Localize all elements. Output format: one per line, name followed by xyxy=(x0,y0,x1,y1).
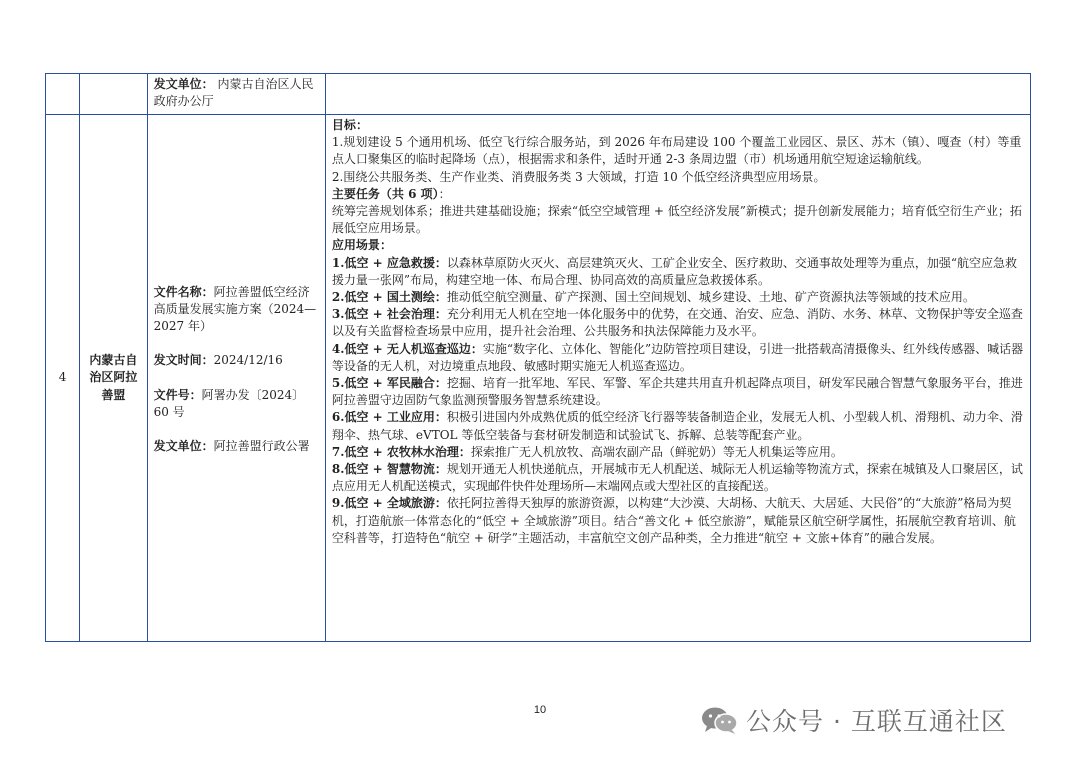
scene-item: 5.低空 + 军民融合：挖掘、培育一批军地、军民、军警、军企共建共用直升机起降点项目，研发军民融合智慧气象服务平台，推进阿拉善盟守边固防气象监测预警服务智慧系统建设。 xyxy=(331,376,1023,408)
publisher-value: 内蒙古自治区人民政府办公厅 xyxy=(153,77,314,109)
watermark-text: 公众号 · 互联互通社区 xyxy=(746,707,1007,736)
goal-item: 2.围绕公共服务类、生产作业类、消费服务类 3 大领域，打造 10 个低空经济典型应用场景。 xyxy=(331,169,826,184)
row-index: 4 xyxy=(58,370,67,385)
goal-item: 1.规划建设 5 个通用机场、低空飞行综合服务站，到 2026 年布局建设 100 个覆盖工业园区、景区、苏木（镇）、嘎查（村）等重点人口聚集区的临时起降场（点），根据需求和条件，适时开通 2-3 条周边盟（市）机场通用航空短途运输航线。 xyxy=(331,135,1022,167)
publisher-value: 阿拉善盟行政公署 xyxy=(213,439,310,453)
date-value: 2024/12/16 xyxy=(213,353,283,368)
scene-item: 6.低空 + 工业应用：积极引进国内外成熟优质的低空经济飞行器等装备制造企业，发展无人机、小型载人机、滑翔机、动力伞、滑翔伞、热气球、eVTOL 等低空装备与套材研发制造和试验试飞、拆解、总装等配套产业。 xyxy=(331,410,1023,442)
meta-cell: 文件名称：阿拉善盟低空经济高质量发展实施方案（2024—2027 年） 发文时间：2024/12/16 文件号：阿署办发〔2024〕60 号 发文单位：阿拉善盟行政公署 xyxy=(147,115,325,642)
scene-item: 3.低空 + 社会治理：充分利用无人机在空地一体化服务中的优势，在交通、治安、应急、消防、水务、林草、文物保护等安全巡查以及有关监督检查场景中应用，提升社会治理、公共服务和执法保障能力及水平。 xyxy=(331,307,1023,339)
content-cell: 目标： 1.规划建设 5 个通用机场、低空飞行综合服务站，到 2026 年布局建设 100 个覆盖工业园区、景区、苏木（镇）、嘎查（村）等重点人口聚集区的临时起降场（点），根据需求和条件，适时开通 2-3 条周边盟（市）机场通用航空短途运输航线。 2.围绕公共服务类、生产作业类、消费服务类 3 大领域，打造 10 个低空经济典型应用场景。 主要任务（共 6 项）： 统筹完善规划体系；推进共建基础设施；探索“低空空域管理 + 低空经济发展”新模式；提升创新发展能力；培育低空衍生产业；拓展低空应用场景。 应用场景： 1.低空 + 应急救援：以森林草原防火灭火、高层建筑灭火、工矿企业安全、医疗救助、交通事故处理等为重点，加强“航空应急救援力量一张网”布局，构建空地一体、布局合理、协同高效的高质量应急救援体系。 2.低空 + 国土测绘：推动低空航空测量、矿产探测、国土空间规划、城乡建设、土地、矿产资源执法等领域的技术应用。 3.低空 + 社会治理：充分利用无人机在空地一体化服务中的优势，在交通、治安、应急、消防、水务、林草、文物保护等安全巡查以及有关监督检查场景中应用，提升社会治理、公共服务和执法保障能力及水平。 4.低空 + 无人机巡查巡边：实施“数字化、立体化、智能化”边防管控项目建设，引进一批搭载高清摄像头、红外线传感器、喊话器等设备的无人机，对边境重点地段、敏感时期实施无人机巡查巡边。 5.低空 + 军民融合：挖掘、培育一批军地、军民、军警、军企共建共用直升机起降点项目，研发军民融合智慧气象服务平台，推进阿拉善盟守边固防气象监测预警服务智慧系统建设。 6.低空 + 工业应用：积极引进国内外成熟优质的低空经济飞行器等装备制造企业，发展无人机、小型载人机、滑翔机、动力伞、滑翔伞、热气球、eVTOL 等低空装备与套材研发制造和试验试飞、拆解、总装等配套产业。 7.低空 + 农牧林水治理：探索推广无人机放牧、高端农副产品（鲜驼奶）等无人机集运等应用。 8.低空 + 智慧物流：规划开通无人机快递航点，开展城市无人机配送、城际无人机运输等物流方式，探索在城镇及人口聚居区，试点应用无人机配送模式，实现邮件快件处理场所—末端网点或大型社区的直接配送。 9.低空 + 全域旅游：依托阿拉善得天独厚的旅游资源，以构建“大沙漠、大胡杨、大航天、大居延、大民俗”的“大旅游”格局为契机，打造航旅一体常态化的“低空 + 全域旅游”项目。结合“善文化 + 低空旅游”，赋能景区航空研学属性，拓展航空教育培训、航空科普等，打造特色“航空 + 研学”主题活动，丰富航空文创产品种类，全力推进“航空 + 文旅+体育”的融合发展。 xyxy=(325,115,1030,642)
publisher-label: 发文单位 xyxy=(153,439,202,453)
region-name: 内蒙古自治区阿拉善盟 xyxy=(89,353,138,402)
goal-heading: 目标 xyxy=(331,118,356,132)
region-cell xyxy=(80,74,147,115)
page-number: 10 xyxy=(533,704,547,716)
scene-item: 2.低空 + 国土测绘：推动低空航空测量、矿产探测、国土空间规划、城乡建设、土地、矿产资源执法等领域的技术应用。 xyxy=(331,290,975,305)
scene-item: 9.低空 + 全域旅游：依托阿拉善得天独厚的旅游资源，以构建“大沙漠、大胡杨、大航天、大居延、大民俗”的“大旅游”格局为契机，打造航旅一体常态化的“低空 + 全域旅游”项目。结合“善文化 + 低空旅游”，赋能景区航空研学属性，拓展航空教育培训、航空科普等，打造特色“航空 + 研学”主题活动，丰富航空文创产品种类，全力推进“航空 + 文旅+体育”的融合发展。 xyxy=(331,496,1016,545)
tasks-text: 统筹完善规划体系；推进共建基础设施；探索“低空空域管理 + 低空经济发展”新模式；提升创新发展能力；培育低空衍生产业；拓展低空应用场景。 xyxy=(331,204,1022,236)
publisher-label: 发文单位 xyxy=(153,77,202,91)
scene-item: 7.低空 + 农牧林水治理：探索推广无人机放牧、高端农副产品（鲜驼奶）等无人机集运等应用。 xyxy=(331,444,843,459)
table-row xyxy=(46,74,1031,115)
meta-cell: 发文单位： 内蒙古自治区人民政府办公厅 xyxy=(147,74,325,115)
scene-item: 1.低空 + 应急救援：以森林草原防火灭火、高层建筑灭火、工矿企业安全、医疗救助、交通事故处理等为重点，加强“航空应急救援力量一张网”布局，构建空地一体、布局合理、协同高效的高质量应急救援体系。 xyxy=(331,255,1018,287)
policy-table xyxy=(45,73,1031,642)
scene-item: 8.低空 + 智慧物流：规划开通无人机快递航点，开展城市无人机配送、城际无人机运输等物流方式，探索在城镇及人口聚居区，试点应用无人机配送模式，实现邮件快件处理场所—末端网点或大型社区的直接配送。 xyxy=(331,462,1023,494)
index-cell xyxy=(46,115,80,642)
date-label: 发文时间 xyxy=(153,353,202,368)
table-row xyxy=(46,115,1031,642)
doc-name-value: 阿拉善盟低空经济高质量发展实施方案（2024—2027 年） xyxy=(153,284,317,334)
doc-no-label: 文件号 xyxy=(153,387,190,402)
doc-no-value: 阿署办发〔2024〕60 号 xyxy=(153,387,305,419)
region-cell xyxy=(80,115,147,642)
wechat-icon xyxy=(700,705,740,735)
doc-name-label: 文件名称 xyxy=(153,284,202,299)
content-cell xyxy=(325,74,1030,115)
scene-item: 4.低空 + 无人机巡查巡边：实施“数字化、立体化、智能化”边防管控项目建设，引进一批搭载高清摄像头、红外线传感器、喊话器等设备的无人机，对边境重点地段、敏感时期实施无人机巡查巡边。 xyxy=(331,341,1024,373)
tasks-heading: 主要任务（共 6 项） xyxy=(331,186,439,201)
scenes-heading: 应用场景 xyxy=(331,238,380,253)
watermark xyxy=(700,700,1007,740)
index-cell xyxy=(46,74,80,115)
